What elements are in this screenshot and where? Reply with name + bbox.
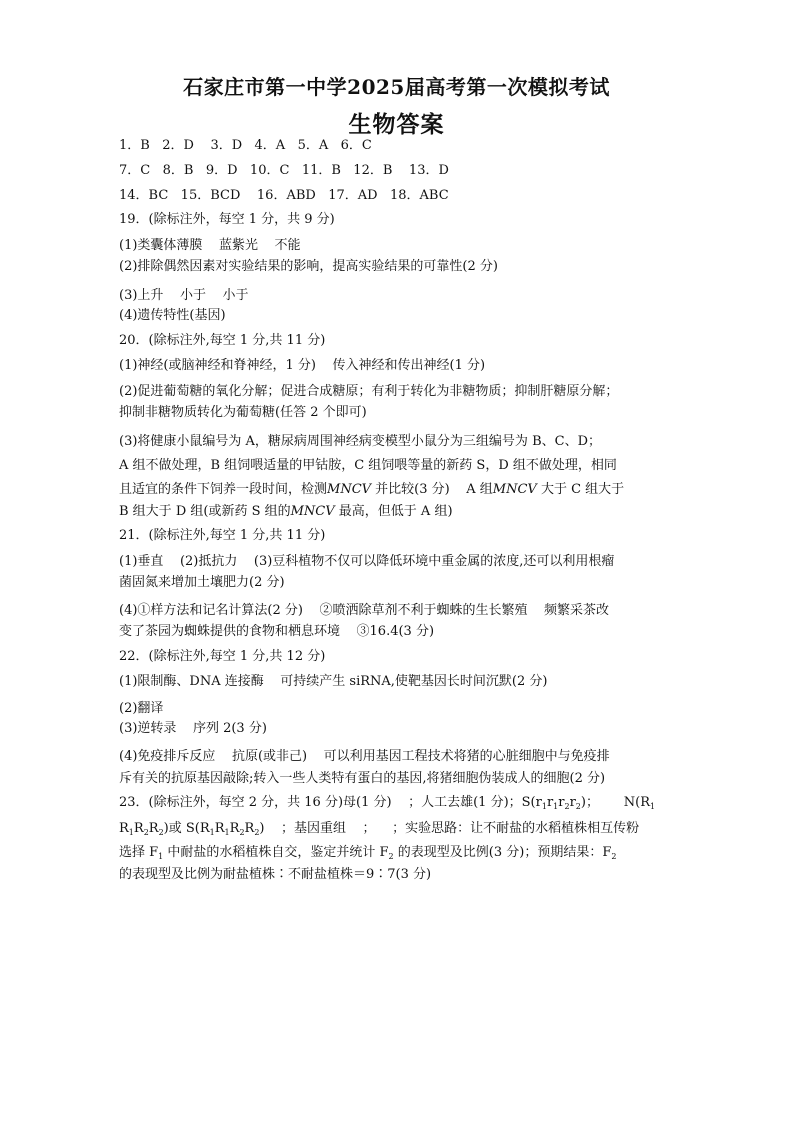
exam-title: 石家庄市第一中学2025届高考第一次模拟考试: [183, 75, 610, 99]
q19-answer-3: (3)上升 小于 小于: [119, 288, 249, 303]
q22-answer-4-line-2: 斥有关的抗原基因敲除;转入一些人类特有蛋白的基因,将猪细胞伪装成人的细胞(2 分): [119, 771, 606, 786]
mc-answers-row-2: 7．C 8．B 9．D 10．C 11．B 12．B 13．D: [119, 163, 449, 178]
q23-line-2: $R_1R_2R_2$)或 $S(R_1R_1R_2R_2)$ ；基因重组 ； ；实验思路：让不耐盐的水稻植株相互传粉: [119, 821, 640, 837]
q19-answer-2: (2)排除偶然因素对实验结果的影响，提高实验结果的可靠性(2 分): [119, 259, 498, 274]
q21-header: 21．(除标注外,每空 1 分,共 11 分): [119, 528, 326, 543]
q19-answer-1: (1)类囊体薄膜 蓝紫光 不能: [119, 238, 301, 253]
q22-answer-1: (1)限制酶、DNA 连接酶 可持续产生 siRNA,使靶基因长时间沉默(2 分): [119, 674, 548, 689]
q21-answer-1-line-2: 菌固氮来增加土壤肥力(2 分): [119, 575, 285, 590]
q20-answer-2-line-2: 抑制非糖物质转化为葡萄糖(任答 2 个即可): [119, 405, 367, 420]
q23-line-1: 23．(除标注外，每空 2 分，共 16 分)母(1 分) ；人工去雄(1 分)；$S(r_1r_1r_2r_2)$； $N(R_1$: [119, 795, 656, 811]
q21-answer-4-line-1: (4)①样方法和记名计算法(2 分) ②喷洒除草剂不利于蜘蛛的生长繁殖 频繁采茶改: [119, 603, 610, 618]
mncv-term: MNCV: [327, 482, 372, 497]
q20-answer-1: (1)神经(或脑神经和脊神经，1 分) 传入神经和传出神经(1 分): [119, 358, 486, 373]
q20-answer-2-line-1: (2)促进葡萄糖的氧化分解；促进合成糖原；有利于转化为非糖物质；抑制肝糖原分解；: [119, 384, 619, 399]
q22-answer-4-line-1: (4)免疫排斥反应 抗原(或非己) 可以利用基因工程技术将猪的心脏细胞中与免疫排: [119, 749, 610, 764]
q23-line-4: 的表现型及比例为耐盐植株∶不耐盐植株＝9∶7(3 分): [119, 867, 432, 882]
q22-answer-3: (3)逆转录 序列 2(3 分): [119, 721, 267, 736]
q20-answer-3-line-4: B 组大于 D 组(或新药 S 组的MNCV 最高，但低于 A 组): [119, 504, 453, 519]
q19-answer-4: (4)遗传特性(基因): [119, 308, 226, 323]
q20-header: 20．(除标注外,每空 1 分,共 11 分): [119, 333, 326, 348]
q23-line-3: 选择 $F_1$ 中耐盐的水稻植株自交，鉴定并统计 $F_2$ 的表现型及比例(3 分)；预期结果：$F_2$: [119, 845, 617, 861]
mc-answers-row-3: 14．BC 15．BCD 16．ABD 17．AD 18．ABC: [119, 188, 449, 203]
q21-answer-1-line-1: (1)垂直 (2)抵抗力 (3)豆科植物不仅可以降低环境中重金属的浓度,还可以利用根瘤: [119, 554, 615, 569]
q20-answer-3-line-1: (3)将健康小鼠编号为 A，糖尿病周围神经病变模型小鼠分为三组编号为 B、C、D；: [119, 434, 601, 449]
mc-answers-row-1: 1．B 2．D 3．D 4．A 5．A 6．C: [119, 138, 372, 153]
q22-header: 22．(除标注外,每空 1 分,共 12 分): [119, 649, 326, 664]
q20-answer-3-line-2: A 组不做处理，B 组饲喂适量的甲钴胺，C 组饲喂等量的新药 S，D 组不做处理，相同: [119, 458, 617, 473]
q19-header: 19．(除标注外，每空 1 分，共 9 分): [119, 212, 335, 227]
q21-answer-4-line-2: 变了茶园为蜘蛛提供的食物和栖息环境 ③16.4(3 分): [119, 624, 435, 639]
answer-subtitle: 生物答案: [348, 111, 445, 138]
mncv-term: MNCV: [492, 482, 537, 497]
q22-answer-2: (2)翻译: [119, 701, 164, 716]
q20-answer-3-line-3: 且适宜的条件下饲养一段时间，检测MNCV 并比较(3 分) A 组MNCV 大于 C 组大于: [119, 482, 625, 497]
mncv-term: MNCV: [290, 504, 335, 519]
